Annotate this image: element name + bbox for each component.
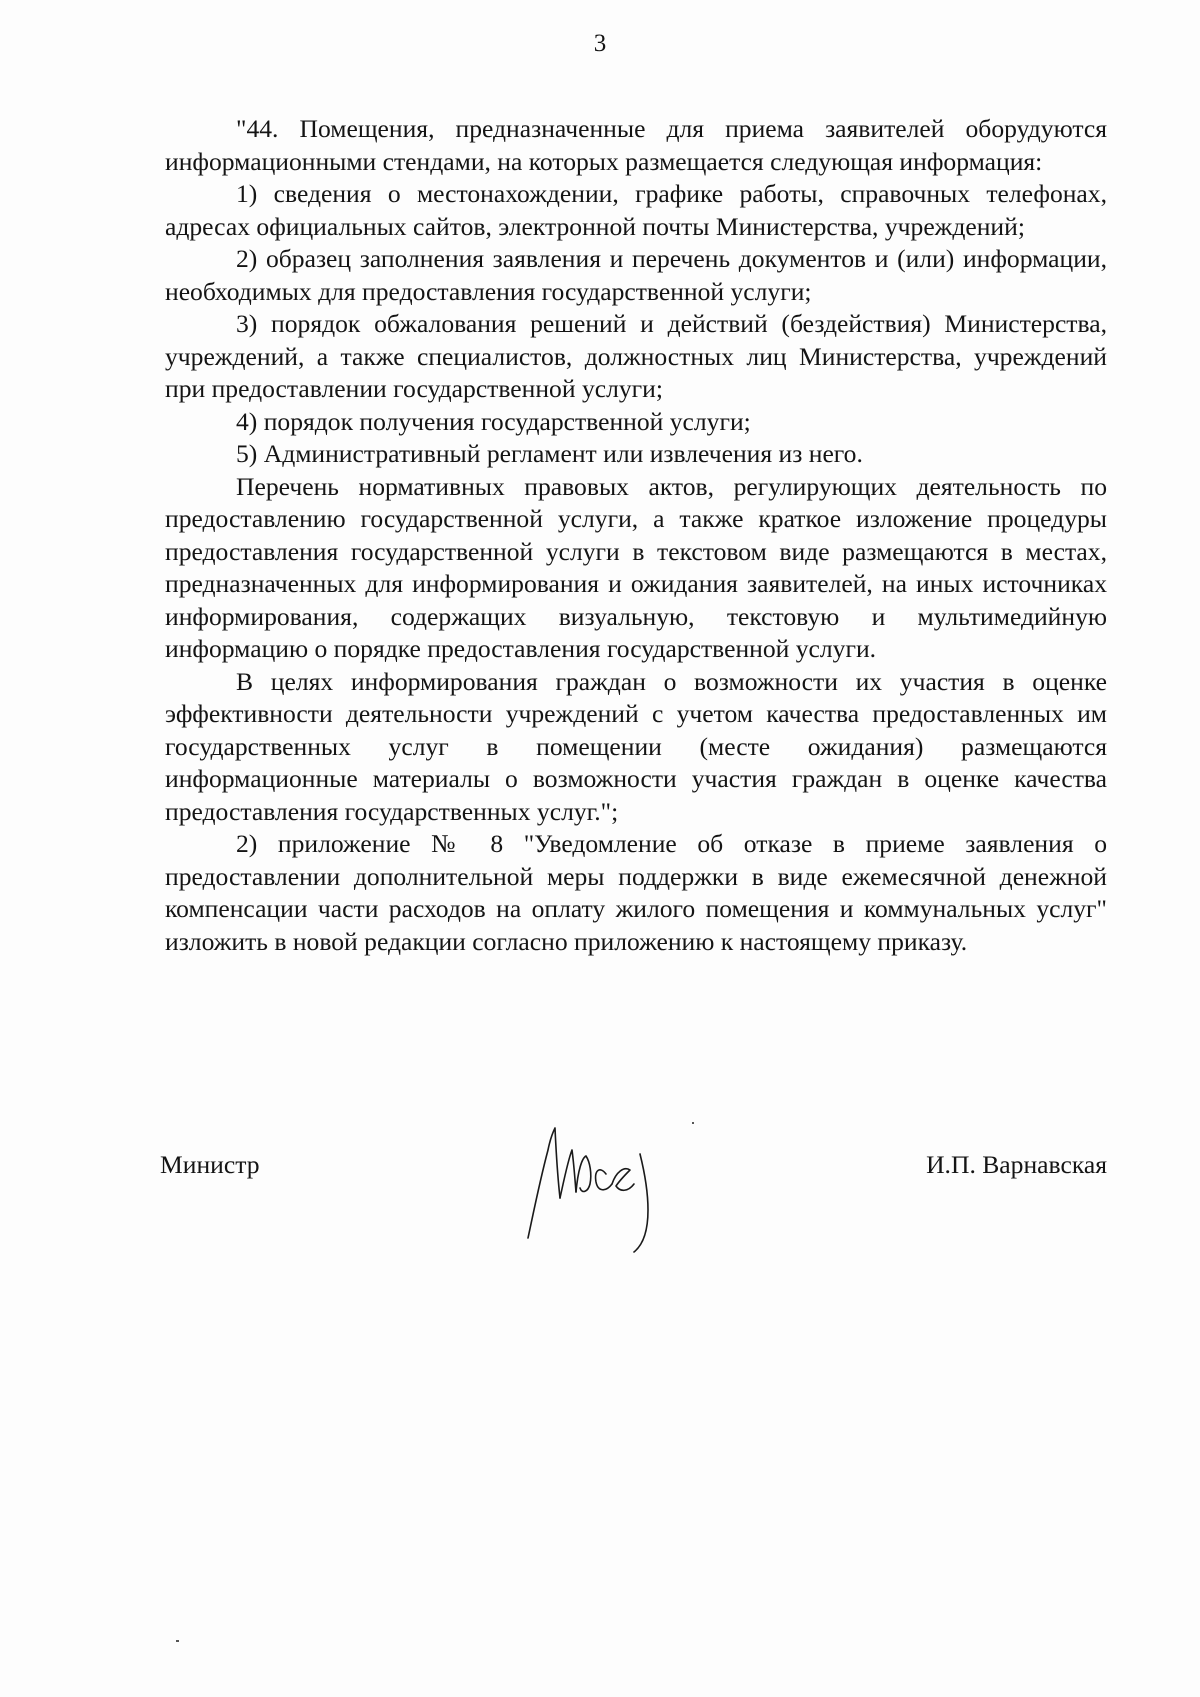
scan-speck xyxy=(692,1122,694,1124)
scan-speck xyxy=(176,1640,179,1642)
paragraph-quality-assessment: В целях информирования граждан о возможности их участия в оценке эффективности деятельности учреждений с учетом качества предоставленных им государственных услуг в помещении (месте ожидания) размещаются информационные материалы о возможности участия граждан в оценке качества предоставления государственных услуг."; xyxy=(165,666,1107,826)
paragraph-item-5: 5) Административный регламент или извлечения из него. xyxy=(236,439,863,468)
document-body xyxy=(165,113,1107,958)
handwritten-signature xyxy=(520,1110,680,1260)
paragraph-item-4: 4) порядок получения государственной услуги; xyxy=(236,406,751,436)
paragraph-item-1: 1) сведения о местонахождении, графике работы, справочных телефонах, адресах официальных сайтов, электронной почты Министерства, учреждений; xyxy=(165,179,1107,241)
signatory-name: И.П. Варнавская xyxy=(926,1150,1107,1179)
paragraph-44-intro: "44. Помещения, предназначенные для приема заявителей оборудуются информационными стендами, на которых размещается следующая информация: xyxy=(165,114,1107,176)
paragraph-item-3: 3) порядок обжалования решений и действий (бездействия) Министерства, учреждений, а также специалистов, должностных лиц Министерства, учреждений при предоставлении государственной услуги; xyxy=(165,309,1107,403)
page-number: 3 xyxy=(593,30,607,57)
paragraph-regulations: Перечень нормативных правовых актов, регулирующих деятельность по предоставлению государственной услуги, а также краткое изложение процедуры предоставления государственной услуги в текстовом виде размещаются в местах, предназначенных для информирования и ожидания заявителей, на иных источниках информирования, содержащих визуальную, текстовую и мультимедийную информацию о порядке предоставления государственной услуги. xyxy=(165,471,1107,663)
signatory-title: Министр xyxy=(160,1150,260,1179)
paragraph-item-2: 2) образец заполнения заявления и перечень документов и (или) информации, необходимых для предоставления государственной услуги; xyxy=(165,244,1107,306)
paragraph-appendix-8: 2) приложение № 8 "Уведомление об отказе в приеме заявления о предоставлении дополнительной меры поддержки в виде ежемесячной денежной компенсации части расходов на оплату жилого помещения и коммунальных услуг" изложить в новой редакции согласно приложению к настоящему приказу. xyxy=(165,829,1107,956)
